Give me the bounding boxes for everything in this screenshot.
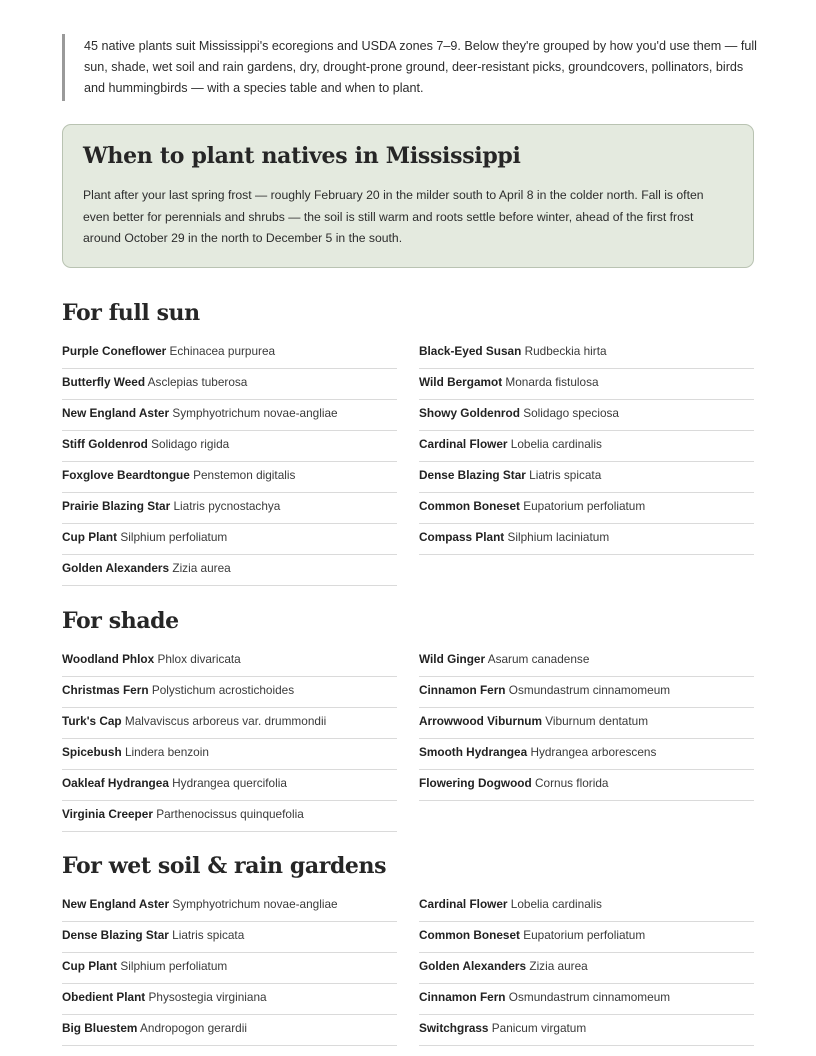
plant-scientific-name: Zizia aurea bbox=[172, 561, 231, 575]
plant-common-name: Cardinal Flower bbox=[419, 897, 508, 911]
plant-scientific-name: Zizia aurea bbox=[529, 959, 588, 973]
plant-common-name: Prairie Blazing Star bbox=[62, 499, 171, 513]
plant-common-name: Smooth Hydrangea bbox=[419, 745, 528, 759]
plant-scientific-name: Solidago speciosa bbox=[523, 406, 619, 420]
plant-scientific-name: Polystichum acrostichoides bbox=[151, 683, 295, 697]
plant-scientific-name: Asclepias tuberosa bbox=[147, 375, 248, 389]
plant-common-name: Cardinal Flower bbox=[419, 437, 508, 451]
plant-list-item bbox=[62, 771, 397, 801]
plant-list-item bbox=[62, 647, 397, 677]
plant-list-item bbox=[62, 401, 397, 431]
plant-common-name: Stiff Goldenrod bbox=[62, 437, 148, 451]
section-shade bbox=[62, 606, 754, 833]
plant-scientific-name: Malvaviscus arboreus var. drummondii bbox=[124, 714, 327, 728]
plant-list-item bbox=[62, 463, 397, 493]
plant-common-name: Oakleaf Hydrangea bbox=[62, 776, 169, 790]
plant-list-item bbox=[62, 923, 397, 953]
plant-common-name: Common Boneset bbox=[419, 499, 520, 513]
plant-common-name: Golden Alexanders bbox=[62, 561, 170, 575]
section-heading: For full sun bbox=[62, 300, 200, 326]
plant-scientific-name: Osmundastrum cinnamomeum bbox=[508, 683, 671, 697]
plant-scientific-name: Silphium perfoliatum bbox=[120, 959, 228, 973]
planting-time-text: Plant after your last spring frost — roughly February 20 in the milder south to April 8 in the colder north. Fall is often even better for perennials and shrubs — the soil is still warm and roots settle before winter, ahead of the first frost around October 29 in the north to December 5 in the south. bbox=[83, 188, 704, 245]
plant-common-name: Switchgrass bbox=[419, 1021, 489, 1035]
section-full-sun bbox=[62, 298, 754, 587]
plant-scientific-name: Lindera benzoin bbox=[124, 745, 209, 759]
plant-list-item bbox=[419, 954, 754, 984]
plant-scientific-name: Echinacea purpurea bbox=[169, 344, 276, 358]
plant-common-name: Foxglove Beardtongue bbox=[62, 468, 190, 482]
plant-list-item bbox=[62, 678, 397, 708]
plant-scientific-name: Parthenocissus quinquefolia bbox=[156, 807, 304, 821]
plant-list-item bbox=[62, 525, 397, 555]
plant-common-name: Spicebush bbox=[62, 745, 122, 759]
plant-common-name: Woodland Phlox bbox=[62, 652, 155, 666]
plant-scientific-name: Phlox divaricata bbox=[157, 652, 241, 666]
plant-common-name: Virginia Creeper bbox=[62, 807, 153, 821]
plant-scientific-name: Silphium perfoliatum bbox=[120, 530, 228, 544]
plant-scientific-name: Andropogon gerardii bbox=[140, 1021, 247, 1035]
plant-common-name: Arrowwood Viburnum bbox=[419, 714, 542, 728]
plant-list-item bbox=[62, 709, 397, 739]
plant-common-name: New England Aster bbox=[62, 406, 170, 420]
plant-list-item bbox=[419, 771, 754, 801]
plant-list-item bbox=[419, 432, 754, 462]
plant-common-name: Cinnamon Fern bbox=[419, 990, 506, 1004]
plant-scientific-name: Hydrangea quercifolia bbox=[172, 776, 287, 790]
plant-list-item bbox=[419, 678, 754, 708]
planting-time-callout bbox=[62, 124, 754, 268]
plant-common-name: Christmas Fern bbox=[62, 683, 149, 697]
plant-scientific-name: Rudbeckia hirta bbox=[524, 344, 607, 358]
plant-scientific-name: Eupatorium perfoliatum bbox=[523, 499, 646, 513]
plant-list bbox=[62, 647, 754, 833]
plant-common-name: Flowering Dogwood bbox=[419, 776, 532, 790]
plant-list-item bbox=[419, 463, 754, 493]
plant-scientific-name: Silphium laciniatum bbox=[507, 530, 610, 544]
plant-common-name: Showy Goldenrod bbox=[419, 406, 520, 420]
plant-common-name: Golden Alexanders bbox=[419, 959, 527, 973]
plant-list-item bbox=[419, 339, 754, 369]
plant-common-name: Common Boneset bbox=[419, 928, 520, 942]
plant-common-name: Black-Eyed Susan bbox=[419, 344, 522, 358]
section-heading: For wet soil & rain gardens bbox=[62, 853, 387, 879]
plant-list-item bbox=[419, 494, 754, 524]
plant-list-item bbox=[419, 1016, 754, 1046]
intro-blockquote: 45 native plants suit Mississippi's ecoregions and USDA zones 7–9. Below they're grouped by how you'd use them — full sun, shade, wet soil and rain gardens, dry, drought-prone ground, deer-resistant picks, groundcovers, pollinators, birds and hummingbirds — with a species table and when to plant. bbox=[62, 34, 764, 101]
plant-scientific-name: Symphyotrichum novae-angliae bbox=[172, 406, 338, 420]
section-heading: For shade bbox=[62, 608, 179, 634]
plant-list-item bbox=[62, 1016, 397, 1046]
plant-list-item bbox=[62, 892, 397, 922]
plant-list-item bbox=[62, 432, 397, 462]
plant-common-name: Wild Bergamot bbox=[419, 375, 503, 389]
plant-list-item bbox=[419, 740, 754, 770]
plant-list-item bbox=[419, 647, 754, 677]
plant-scientific-name: Eupatorium perfoliatum bbox=[523, 928, 646, 942]
plant-scientific-name: Symphyotrichum novae-angliae bbox=[172, 897, 338, 911]
plant-scientific-name: Asarum canadense bbox=[487, 652, 590, 666]
plant-common-name: Purple Coneflower bbox=[62, 344, 167, 358]
plant-common-name: New England Aster bbox=[62, 897, 170, 911]
plant-common-name: Obedient Plant bbox=[62, 990, 146, 1004]
plant-list-item bbox=[62, 802, 397, 832]
plant-list-item bbox=[419, 892, 754, 922]
plant-scientific-name: Penstemon digitalis bbox=[193, 468, 296, 482]
plant-common-name: Turk's Cap bbox=[62, 714, 122, 728]
plant-scientific-name: Liatris pycnostachya bbox=[173, 499, 281, 513]
planting-time-heading: When to plant natives in Mississippi bbox=[83, 143, 521, 169]
plant-scientific-name: Osmundastrum cinnamomeum bbox=[508, 990, 671, 1004]
plant-common-name: Butterfly Weed bbox=[62, 375, 146, 389]
plant-scientific-name: Solidago rigida bbox=[151, 437, 230, 451]
plant-scientific-name: Lobelia cardinalis bbox=[510, 437, 602, 451]
plant-common-name: Dense Blazing Star bbox=[419, 468, 526, 482]
plant-scientific-name: Hydrangea arborescens bbox=[530, 745, 657, 759]
plant-list-item bbox=[62, 954, 397, 984]
plant-common-name: Dense Blazing Star bbox=[62, 928, 169, 942]
plant-list-item bbox=[62, 740, 397, 770]
plant-scientific-name: Lobelia cardinalis bbox=[510, 897, 602, 911]
plant-list-item bbox=[419, 525, 754, 555]
plant-list-item bbox=[62, 494, 397, 524]
plant-scientific-name: Liatris spicata bbox=[529, 468, 602, 482]
plant-list-item bbox=[62, 339, 397, 369]
plant-list-item bbox=[419, 985, 754, 1015]
plant-list-item bbox=[62, 985, 397, 1015]
plant-list-item bbox=[62, 370, 397, 400]
plant-common-name: Compass Plant bbox=[419, 530, 505, 544]
plant-scientific-name: Panicum virgatum bbox=[491, 1021, 587, 1035]
plant-list bbox=[62, 892, 754, 1047]
plant-common-name: Cup Plant bbox=[62, 959, 118, 973]
plant-scientific-name: Viburnum dentatum bbox=[545, 714, 649, 728]
plant-list bbox=[62, 339, 754, 587]
plant-list-item bbox=[419, 923, 754, 953]
plant-common-name: Big Bluestem bbox=[62, 1021, 138, 1035]
plant-common-name: Cup Plant bbox=[62, 530, 118, 544]
section-wet-soil bbox=[62, 851, 754, 1047]
plant-scientific-name: Cornus florida bbox=[535, 776, 609, 790]
plant-scientific-name: Physostegia virginiana bbox=[148, 990, 267, 1004]
plant-list-item bbox=[419, 709, 754, 739]
plant-list-item bbox=[62, 556, 397, 586]
plant-common-name: Wild Ginger bbox=[419, 652, 486, 666]
plant-common-name: Cinnamon Fern bbox=[419, 683, 506, 697]
plant-scientific-name: Liatris spicata bbox=[172, 928, 245, 942]
plant-scientific-name: Monarda fistulosa bbox=[505, 375, 599, 389]
plant-list-item bbox=[419, 370, 754, 400]
plant-list-item bbox=[419, 401, 754, 431]
